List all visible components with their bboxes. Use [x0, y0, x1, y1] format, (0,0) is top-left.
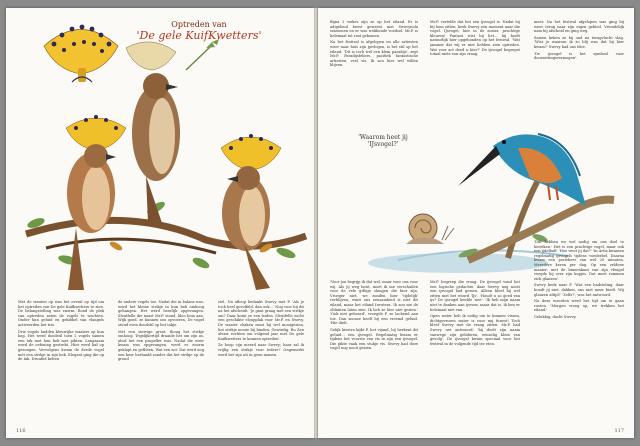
paragraph: Bijna 2 wekes zijn ze op het eiland. Er is adigelend beest geweest met Swovynola seizoenen en er was wekbonde voedsel. Mr.P. is helemaal tot rust gekomen. — [330, 20, 418, 38]
text-column-2-bottom — [430, 280, 520, 426]
paragraph: Swevy keek naar P. 'Wat een badsteling, daar houdt jij niet, dakken, ons niet meer biedt. Wij glanzen altijd!' 'Zelfs?', was het antwoord. — [534, 283, 624, 297]
fan-crest-top — [44, 25, 118, 82]
text-column-2-top — [430, 20, 520, 90]
paragraph: Drie vogels hadden kleurrijke waaiers op hun kop. Het werd doodstil toen 2 vogels samen een tak met hun bek met pikten. Langzaam werd de oefening gestrekt. Hier werd kaf op gezongen. Vervolgens kwam de derde vogel met een strikje in zijn bek. Elegant ging die op de tak. Druufed kelten — [18, 329, 104, 362]
page-number-right: 117 — [614, 428, 624, 434]
chapter-title-big: 'De gele KuifKwetters' — [136, 29, 262, 42]
page-number-left: 116 — [16, 428, 26, 434]
paragraph: Mr.P. vertelde dat het een ijsvogel is. Nadat hij bij hem zitten, keek Swevy een moment naar die vogel. IJsvogel, hier in de zomer, prachtige kleuren! Fantast wist hij het... hij hoeft natuurlijk hier opgebonden op het festival. 'Wat jammer dat wij er niet hebben zien optreden. Wat voor act doed u hier?' De ijsvogel begrepst totaal niets van zijn vraag. — [430, 20, 520, 57]
bird-middle — [126, 42, 180, 223]
paragraph: Open water heb ik nodig om te kunnen vissen, dichtgevroren water is voor mij funest! Toch bleef Swevy met de vraag zitten. Mr.P. had Swevy net antwoord: 'bij deelt zijn naam vanwege zijn gelideren, eenzelig klein van gevolg'. De ijsvogel kwam speciaal voor het festival in de volgende tijd ter eten. — [430, 314, 520, 346]
paragraph: 'De ijsvogel is het symbool voor doorzettingsvermogen'. — [534, 51, 624, 61]
paragraph: Gelijk kiestra kijkt P. het vijand, hij herkent dit geluid... een ijsvogel. Regelmatig kwam er tijdens het voorste van vis in zijn een ijsvogel. Die pikte vaak een stukje vis. Swevy had deze vogel nog nooit gezien. — [330, 327, 418, 351]
paragraph: viel. Na afloop bedankt Swevy met P. 'Als je toch heel gevolfeld, dan ook...' Nog voor hij dit na het afscheidt. 'Je gaat graag met een strikje om? Daar komt ze een leiden. Sleutfelle zocht een geschikte eloopplak voor Mr.P. en Swevy. De waaier chaken mooi bij wel mooigezien, het strikje mooie bij binden. Gewirdig. Ru Zen alvast ecrhten om volgend jaar met De gele Kuifkwetters te kunnen optreden'. — [218, 300, 304, 341]
right-page — [318, 8, 634, 438]
paragraph: Ze hoop cijn meerd naar Swevy; haar zal ik vrijlig een strikje voor iedere? Ongemerkt werd het zijn uit in geen manen. — [218, 343, 304, 357]
paragraph: Met een sterrige groet, thoug het strikje omhoog. Tegelijkertijd draaide het om zijn as, alsof het een propeller was. Nadat die weer kwam was opgevangen, werd er enorm geklapt en gefloten. Wat een act. Dat werd nog een keer herhaald zonder dat het strikje op de grond — [118, 329, 204, 362]
paragraph: Na deze woorden werd het tijd om te gaan rusten. 'Morgen vroeg op, we trekken het eiland.' — [534, 299, 624, 313]
text-column-1-bottom — [330, 280, 418, 426]
paragraph: 'Voor jou begrijp ik dat wel, maar voor ons voor wij. Als jij weg bent, moet ik me verschuilen voor de vele giftige slangen die hier zijn. Vroeger niet, we zonden hier 'tijdelijk' verblijven, want ons eenzamheid is niet dit eiland, maar het eiland Invotera. Ik zou me de olifanten laten zien. Ik heb ze hier niet gezien.' 'Ook niet gehoord', vroegde P. ze lachend aan toe. Dan snooze heeft hij een vreemd geluid. 'Hie dieb'. — [330, 280, 418, 326]
bird-right — [221, 134, 281, 290]
bird-left — [66, 115, 126, 290]
paragraph: Met de wanten op was het overal op tijd om het optreden van De gele Kuifkwetters te zien. De belangstelling was enorm. Rond de plek van optreden zaten de vogels te wachten. Onder hun geluid en gekibbel van vlangels activeerden het trio. — [18, 300, 104, 327]
speech-quote: 'Waarom heet jij 'IJsvogel?' — [358, 134, 408, 148]
text-column-2 — [118, 300, 204, 424]
text-column-1 — [18, 300, 104, 424]
paragraph: meer. Na het festival afgelopen was ging bij weer terug naar zijn eigen gebied. Vriendelijk nam hij afscheid en ging weg. — [534, 20, 624, 34]
text-column-3 — [218, 300, 304, 424]
crested-birds-illustration — [6, 8, 314, 298]
text-column-3-bottom — [534, 240, 624, 426]
kingfisher-bird — [458, 134, 586, 206]
ribbon-bow — [186, 39, 219, 70]
chapter-title-small: Optreden van — [171, 20, 227, 29]
snail — [406, 214, 454, 244]
paragraph: de andere vogels toe. Nadat die in balans was, werd het kleine strikje in hun bek omhoog gehangen. Het werd heerlijk opgevangen. Sleutfelle die naast Mr.P. stond, kloo hem aan. Wijk goed, ze kunnen ons opvoeren, De vogel stond even doodstil op het takje. — [118, 300, 204, 327]
text-column-3-top — [534, 20, 624, 90]
paragraph: 'Dat hebben we wel nodig om ons doel te bereiken.' Het is een prachtige vogel, maar ook een ijdelbalf. 'Hoe weet jij dat?' 'In Artis kwamen regelmatig ijsvogels tijdens voederbel. Daarna kwam een porieheer van wel 20 minuten. Meerdere keren per dag. Op een zeldene manier: met de binnenkant van zijn vleugel veegde hij over zijn kopjes. Dat moet rammen zich glanzen'. — [534, 240, 624, 281]
paragraph: Na het festival is afgelopen en alle artiesten weer naar huis zijn gevlogen, is het stil op het eiland. 'Dit is toch wel een klein paradijs', zegt Mr.P. Paradijsfeliers, pacifiek fantastische artiesten, veel vis. Ik zou hier wel willen blijven. — [330, 40, 418, 68]
left-page — [6, 8, 314, 438]
paragraph: Gelukkig, dacht Swevy. — [534, 314, 577, 319]
paragraph: Mr.P. begreep die vraag. De ijsvogel vond het een logische gedachte, daar Swevy nog nooit een ijsvogel had gezien. Alleen bleef hij wel zitten met het woord 'IJs'. 'Houdt u zo goed van ijs? De ijsvogel keelde 'nee'. 'Ik heb mijn naam niet te danken aan ijsvoor, maar dat is, ik ben er helemaal niet van. — [430, 280, 520, 312]
paragraph: Samen keken ze hij ond na terugvlucht vlag. 'Wist je waarom ik zo blij was dat hij hier kwam?' Swevy had ons idee. — [534, 35, 624, 49]
